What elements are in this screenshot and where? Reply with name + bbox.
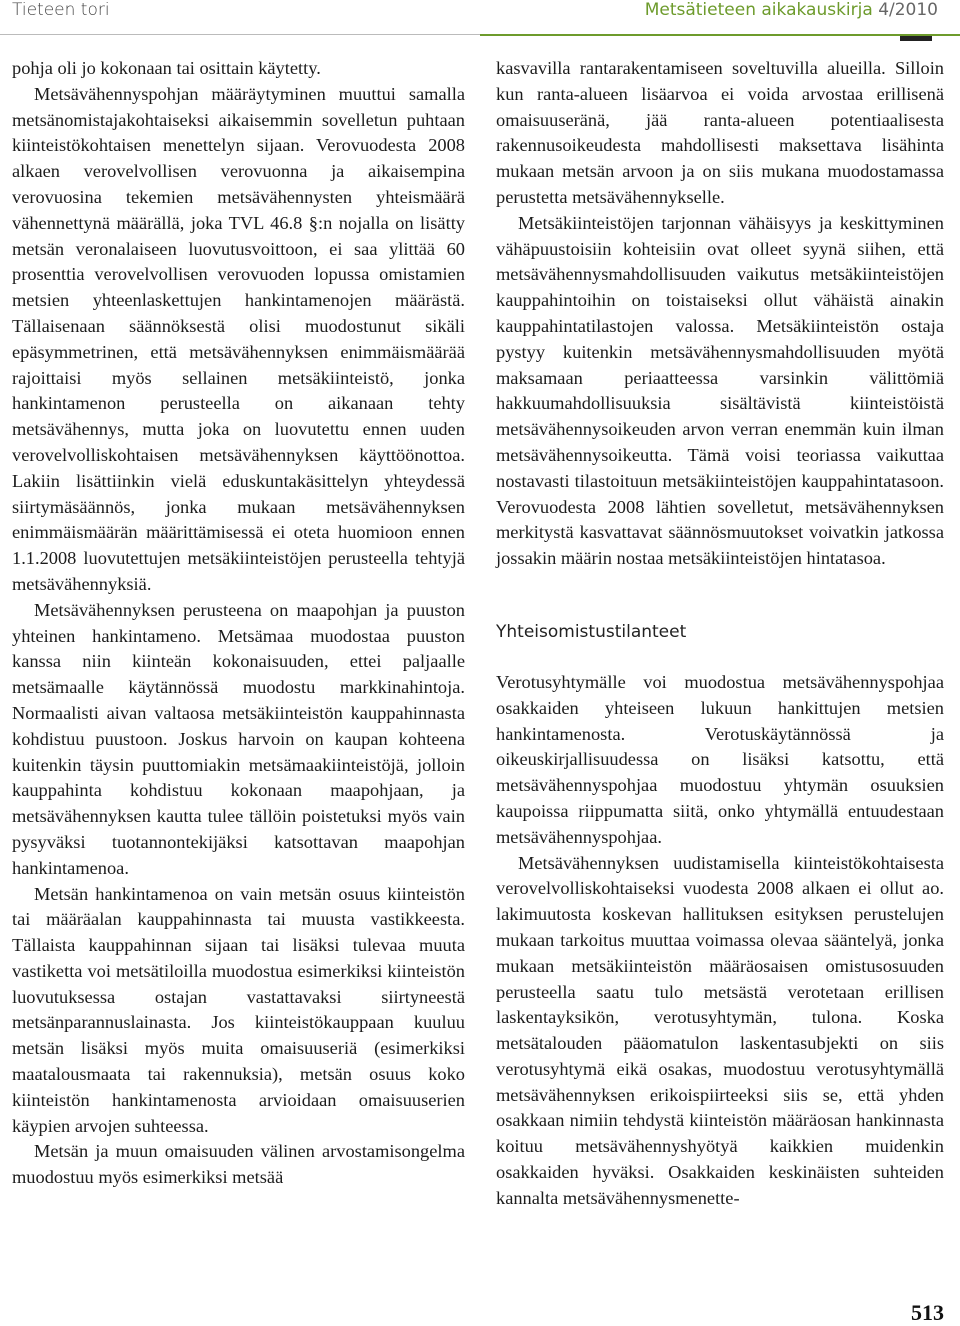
paragraph: kasvavilla rantarakentamiseen soveltuvilla alueilla. Silloin kun ranta-alueen lisäarvoa ei voida arvostaa erillisenä omaisuuseränä, jää ranta-alueen potentiaalisesta rakennusoikeudesta mahdollisesti maksettava lisähinta mukaan metsän arvoon ja on siis mukana muodostamassa perustetta metsävähennykselle. [496,58,944,207]
paragraph: Metsävähennyspohjan määräytyminen muuttui samalla metsänomistajakohtaiseksi aikaisemmin sovelletun puhtaan kiinteistökohtaisen menettelyn sijaan. Verovuodesta 2008 alkaen verovelvollisen verovuonna ja aikaisempina verovuosina tekemien metsävähennysten yhteismäärä vähennettynä määrällä, joka TVL 46.8 §:n nojalla on lisätty metsän veronalaiseen luovutusvoittoon, ei saa ylittää 60 prosenttia verovelvollisen verovuoden lopussa omistamien metsien yhteenlaskettujen hankintamenojen määrästä. Tällaisenaan säännöksestä olisi muodostunut sikäli epäsymmetrinen, että metsävähennyksen enimmäismäärää rajoittaisi myös sellainen metsäkiinteistö, jonka hankintamenon perusteella on aikanaan tehty metsävähennys, mutta joka on luovutettu ennen uuden verovelvolliskohtaisen metsävähennyksen käyttöönottoa. Lakiin lisättiinkin vielä eduskuntakäsittelyn yhteydessä siirtymäsäännös, jonka mukaan metsävähennyksen enimmäismäärän määrittämisessä ei oteta huomioon ennen 1.1.2008 luovutettujen metsäkiinteistöjen perusteella tehtyjä metsävähennyksiä. [12,83,465,594]
paragraph: Metsäkiinteistöjen tarjonnan vähäisyys ja keskittyminen vähäpuustoisiin kohteisiin ovat olleet syynä siihen, että metsävähennysmahdollisuuden vaikutus metsäkiinteistöjen kauppahintoihin on toistaiseksi ollut vähäistä ainakin kauppahintatilastojen valossa. Metsäkiinteistön ostaja pystyy kuitenkin metsävähennysmahdollisuuden myötä maksamaan periaatteessa varsinkin välittömiä hakkuumahdollisuuksia sisältävistä kiinteistöistä metsävähennysoikeuden arvon verran enemmän kuin ilman metsävähennysoikeutta. Tämä voisi teoriassa vaikuttaa nostavasti tilastoituun metsäkiinteistöjen kauppahintatasoon. Verovuodesta 2008 lähtien sovelletut, metsävähennyksen merkitystä kasvattavat säännösmuutokset voivatkin jatkossa jossakin määrin nostaa metsäkiinteistöjen hintatasoa. [496,212,944,569]
journal-title: Metsätieteen aikakauskirja [644,0,873,20]
paragraph: Metsän ja muun omaisuuden välinen arvostamisongelma muodostuu myös esimerkiksi metsää [12,1141,465,1188]
header-rule-left [0,34,480,35]
header-rule-right [480,34,960,36]
journal-issue: 4/2010 [878,0,938,20]
section-heading: Yhteisomistustilanteet [496,621,687,642]
header-bar-mark [900,36,932,41]
paragraph: Verotusyhtymälle voi muodostua metsävähennyspohjaa osakkaiden yhteiseen lukuun hankittujen metsien hankintamenosta. Verotuskäytännössä ja oikeuskirjallisuudessa on lisäksi katsottu, että metsävähennyspohjaa muodostuu yhtymän osuuksien kaupoissa riippumatta siitä, onko yhtymällä entuudestaan metsävähennyspohjaa. [496,671,944,847]
paragraph: pohja oli jo kokonaan tai osittain käytetty. [12,58,321,78]
paragraph: Metsävähennyksen perusteena on maapohjan ja puuston yhteinen hankintameno. Metsämaa muodostaa puuston kanssa niin kiinteän kokonaisuuden, ettei paljaalle metsämaalle käytännössä muodostu markkinahintoja. Normaalisti aivan valtaosa metsäkiinteistön kauppahinnasta kohdistuu puustoon. Joskus harvoin on kaupan kohteena kuitenkin täysin puuttomiakin metsämaakiinteistöjä, jolloin kauppahinta kohdistuu kokonaan maapohjaan, ja metsävähennyksen kautta tulee tällöin poistetuksi myös vain pysyväksi tuotannontekijäksi katsottavan maapohjan hankintamenoa. [12,599,465,878]
running-header [0,0,960,44]
left-column [12,56,465,1191]
paragraph: Metsän hankintamenoa on vain metsän osuus kiinteistön tai määräalan kauppahinnasta tai muusta vastikkeesta. Tällaista kauppahinnan sijaan tai lisäksi tulevaa muuta vastiketta voi metsätiloilla muodostua esimerkiksi kiinteistön luovutuksessa ostajan vastattavaksi siirtyneestä metsänparannuslainasta. Jos kiinteistökauppaan kuuluu metsän lisäksi myös muita omaisuuseriä (esimerkiksi maatalousmaata tai rakennuksia), metsän osuus koko kiinteistön hankintamenosta arvioidaan omaisuuserien käypien arvojen suhteessa. [12,883,465,1136]
section-label: Tieteen tori [12,0,110,20]
right-column [496,56,944,1212]
paragraph: Metsävähennyksen uudistamisella kiinteistökohtaisesta verovelvolliskohtaiseksi vuodesta 2008 alkaen ei ollut ao. lakimuutosta koskevan hallituksen esityksen perustelujen mukaan tarkoitus muuttaa voimassa olevaa sääntelyä, jonka mukaan metsäkiinteistön määräosaisen omistusosuuden perusteella saatu tulo metsästä verotetaan erillisen laskentayksikön, verotusyhtymän, tulona. Koska metsätalouden pääomatulon laskentasubjekti on siis verotusyhtymä eikä osakas, muodostuu verotusyhtymällä metsävähennyksen erikoispiirteeksi siis se, että yhden osakkaan nimiin tehdystä kiinteistön määräosan hankinnasta koituu metsävähennyshyötyä kaikkien muidenkin osakkaiden hyväksi. Osakkaiden keskinäisten suhteiden kannalta metsävähennysmenette- [496,852,944,1208]
journal-label [645,0,938,20]
page-number: 513 [911,1300,944,1325]
